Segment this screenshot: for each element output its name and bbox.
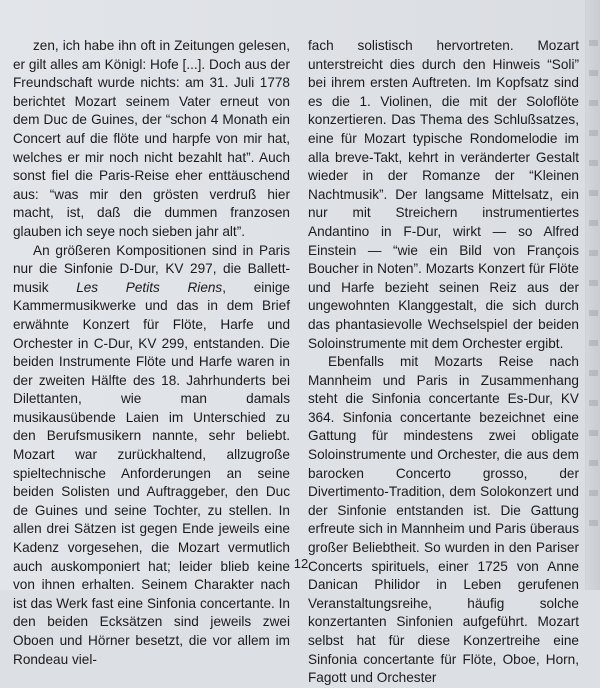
left-text-column	[13, 37, 290, 669]
next-page-edge	[585, 0, 600, 590]
paragraph: zen, ich habe ihn oft in Zeitungen gelesen, er gilt alles am Königl: Hofe [...]. Doch aus der Freundschaft wurde nichts: am 31. Juli 1778 berichtet Mozart seinem Vater erneut von dem Duc de Guines, der “schon 4 Monath ein Concert auf die flöte und harpfe von mir hat, welches er mir noch nicht bezahlt hat”. Auch sonst fiel die Paris-Reise eher enttäuschend aus: “was mir den grösten verdruß hier macht, ist, daß die dummen franzosen glauben ich seye noch sieben jahr alt”.	[13, 38, 290, 239]
page-number: 12	[293, 556, 309, 571]
edge-text-shadow	[589, 40, 598, 540]
paragraph: Ebenfalls mit Mozarts Reise nach Mannheim und Paris in Zusammenhang steht die Sinfonia concertante Es-Dur, KV 364. Sinfonia concertante bezeichnet eine Gattung für mindestens zwei obligate Soloinstrumente und Orchester, die aus dem barocken Concerto grosso, der Divertimento-Tradition, dem Solokonzert und der Sinfonie entstanden ist. Die Gattung erfreute sich in Mannheim und Paris überaus großer Beliebtheit. So wurden in den Pariser Concerts spirituels, einer 1725 von Anne Danican Philidor in Leben gerufenen Veranstaltungsreihe, häufig solche konzertanten Sinfonien aufgeführt. Mozart selbst hat für diese Konzertreihe eine Sinfonia concertante für Flöte, Oboe, Horn, Fagott und Orchester	[308, 354, 579, 686]
work-title: Les Petits Riens	[76, 279, 223, 295]
paragraph	[13, 242, 290, 670]
text-run: An größeren Kompositionen sind in Paris nur die Sinfonie D-Dur, KV 297, die Ballett-musik	[13, 242, 290, 295]
text-run: , einige Kammermusikwerke und das in dem Brief erwähnte Konzert für Flöte, Harfe und Orchester in C-Dur, KV 299, entstanden. Die beiden Instrumente Flöte und Harfe waren in der zweiten Hälfte des 18. Jahrhunderts bei Dilettanten, wie man damals musikausübende Laien im Unterschied zu den Berufsmusikern nannte, sehr beliebt. Mozart war zurückhaltend, allzugroße spieltechnische Anforderungen an seine beiden Solisten und Auftraggeber, den Duc de Guines und seine Tochter, zu stellen. In allen drei Sätzen ist gegen Ende jeweils eine Kadenz vorgesehen, die Mozart vermutlich auch auskomponiert hat; leider blieb keine von ihnen erhalten. Seinem Charakter nach ist das Werk fast eine Sinfonia concertante. In den beiden Ecksätzen sind jeweils zwei Oboen und Hörner besetzt, die vor allem im Rondeau viel-	[13, 279, 290, 667]
right-text-column	[308, 37, 579, 688]
paragraph: fach solistisch hervortreten. Mozart unterstreicht dies durch den Hinweis “Soli” bei ihrem ersten Auftreten. Im Kopfsatz sind es die 1. Violinen, die mit der Soloflöte konzertieren. Das Thema des Schlußsatzes, eine für Mozart typische Rondomelodie im alla breve-Takt, kehrt in veränderter Gestalt wieder in der Romanze der “Kleinen Nachtmusik”. Der langsame Mittelsatz, ein nur mit Streichern instrumentiertes Andantino in F-Dur, wirkt — so Alfred Einstein — “wie ein Bild von François Boucher in Noten”. Mozarts Konzert für Flöte und Harfe bezieht seinen Reiz aus der ungewohnten Klanggestalt, die sich durch das phantasievolle Wechselspiel der beiden Soloinstrumente mit dem Orchester ergibt.	[308, 38, 579, 351]
